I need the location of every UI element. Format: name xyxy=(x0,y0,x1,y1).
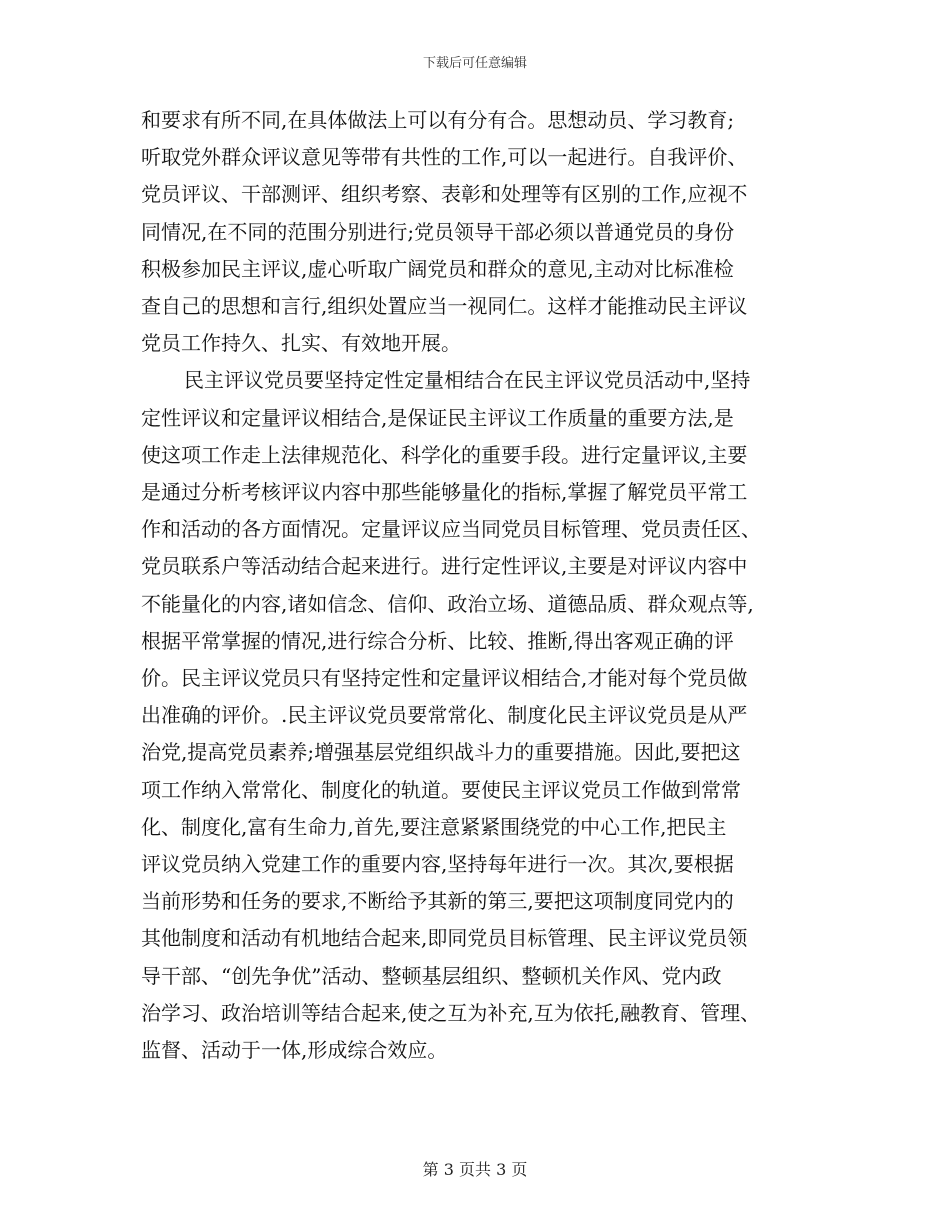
text-line: 治党,提高党员素养;增强基层党组织战斗力的重要措施。因此,要把这 xyxy=(141,740,741,765)
text-line: 评议党员纳入党建工作的重要内容,坚持每年进行一次。其次,要根据 xyxy=(141,852,734,877)
text-line: 定性评议和定量评议相结合,是保证民主评议工作质量的重要方法,是 xyxy=(141,405,734,430)
text-line: 治学习、政治培训等结合起来,使之互为补充,互为依托,融教育、管理、 xyxy=(141,1000,761,1025)
text-line: 听取党外群众评议意见等带有共性的工作,可以一起进行。自我评价、 xyxy=(141,145,748,170)
text-line: 根据平常掌握的情况,进行综合分析、比较、推断,得出客观正确的评 xyxy=(141,628,734,653)
text-line: 是通过分析考核评议内容中那些能够量化的指标,掌握了解党员平常工 xyxy=(141,480,748,505)
text-line: 和要求有所不同,在具体做法上可以有分有合。思想动员、学习教育; xyxy=(141,108,735,132)
text-line: 导干部、“创先争优”活动、整顿基层组织、整顿机关作风、党内政 xyxy=(141,963,722,988)
text-line: 化、制度化,富有生命力,首先,要注意紧紧围绕党的中心工作,把民主 xyxy=(141,814,727,839)
text-line: 党员评议、干部测评、组织考察、表彰和处理等有区别的工作,应视不 xyxy=(141,182,748,207)
text-line: 当前形势和任务的要求,不断给予其新的第三,要把这项制度同党内的 xyxy=(141,889,734,914)
page-number: 第 3 页共 3 页 xyxy=(422,1160,528,1179)
text-line: 不能量化的内容,诸如信念、信仰、政治立场、道德品质、群众观点等, xyxy=(141,591,754,616)
text-line: 价。民主评议党员只有坚持定性和定量评议相结合,才能对每个党员做 xyxy=(141,666,748,691)
text-line: 作和活动的各方面情况。定量评议应当同党员目标管理、党员责任区、 xyxy=(141,517,761,542)
text-line: 出准确的评价。.民主评议党员要常常化、制度化民主评议党员是从严 xyxy=(141,703,748,728)
document-body xyxy=(141,102,821,1069)
text-line: 使这项工作走上法律规范化、科学化的重要手段。进行定量评议,主要 xyxy=(141,442,748,467)
paragraph-first-line: 民主评议党员要坚持定性定量相结合在民主评议党员活动中,坚持 xyxy=(184,368,751,393)
text-line: 同情况,在不同的范围分别进行;党员领导干部必须以普通党员的身份 xyxy=(141,219,735,244)
text-line: 积极参加民主评议,虚心听取广阔党员和群众的意见,主动对比标准检 xyxy=(141,256,734,281)
page-header: 下载后可任意编辑 xyxy=(422,56,527,71)
text-line: 项工作纳入常常化、制度化的轨道。要使民主评议党员工作做到常常 xyxy=(141,777,741,802)
text-line: 查自己的思想和言行,组织处置应当一视同仁。这样才能推动民主评议 xyxy=(141,294,748,319)
text-line: 其他制度和活动有机地结合起来,即同党员目标管理、民主评议党员领 xyxy=(141,926,748,951)
text-line: 监督、活动于一体,形成综合效应。 xyxy=(141,1038,448,1063)
text-line: 党员工作持久、扎实、有效地开展。 xyxy=(141,331,461,356)
text-line: 党员联系户等活动结合起来进行。进行定性评议,主要是对评议内容中 xyxy=(141,554,748,579)
